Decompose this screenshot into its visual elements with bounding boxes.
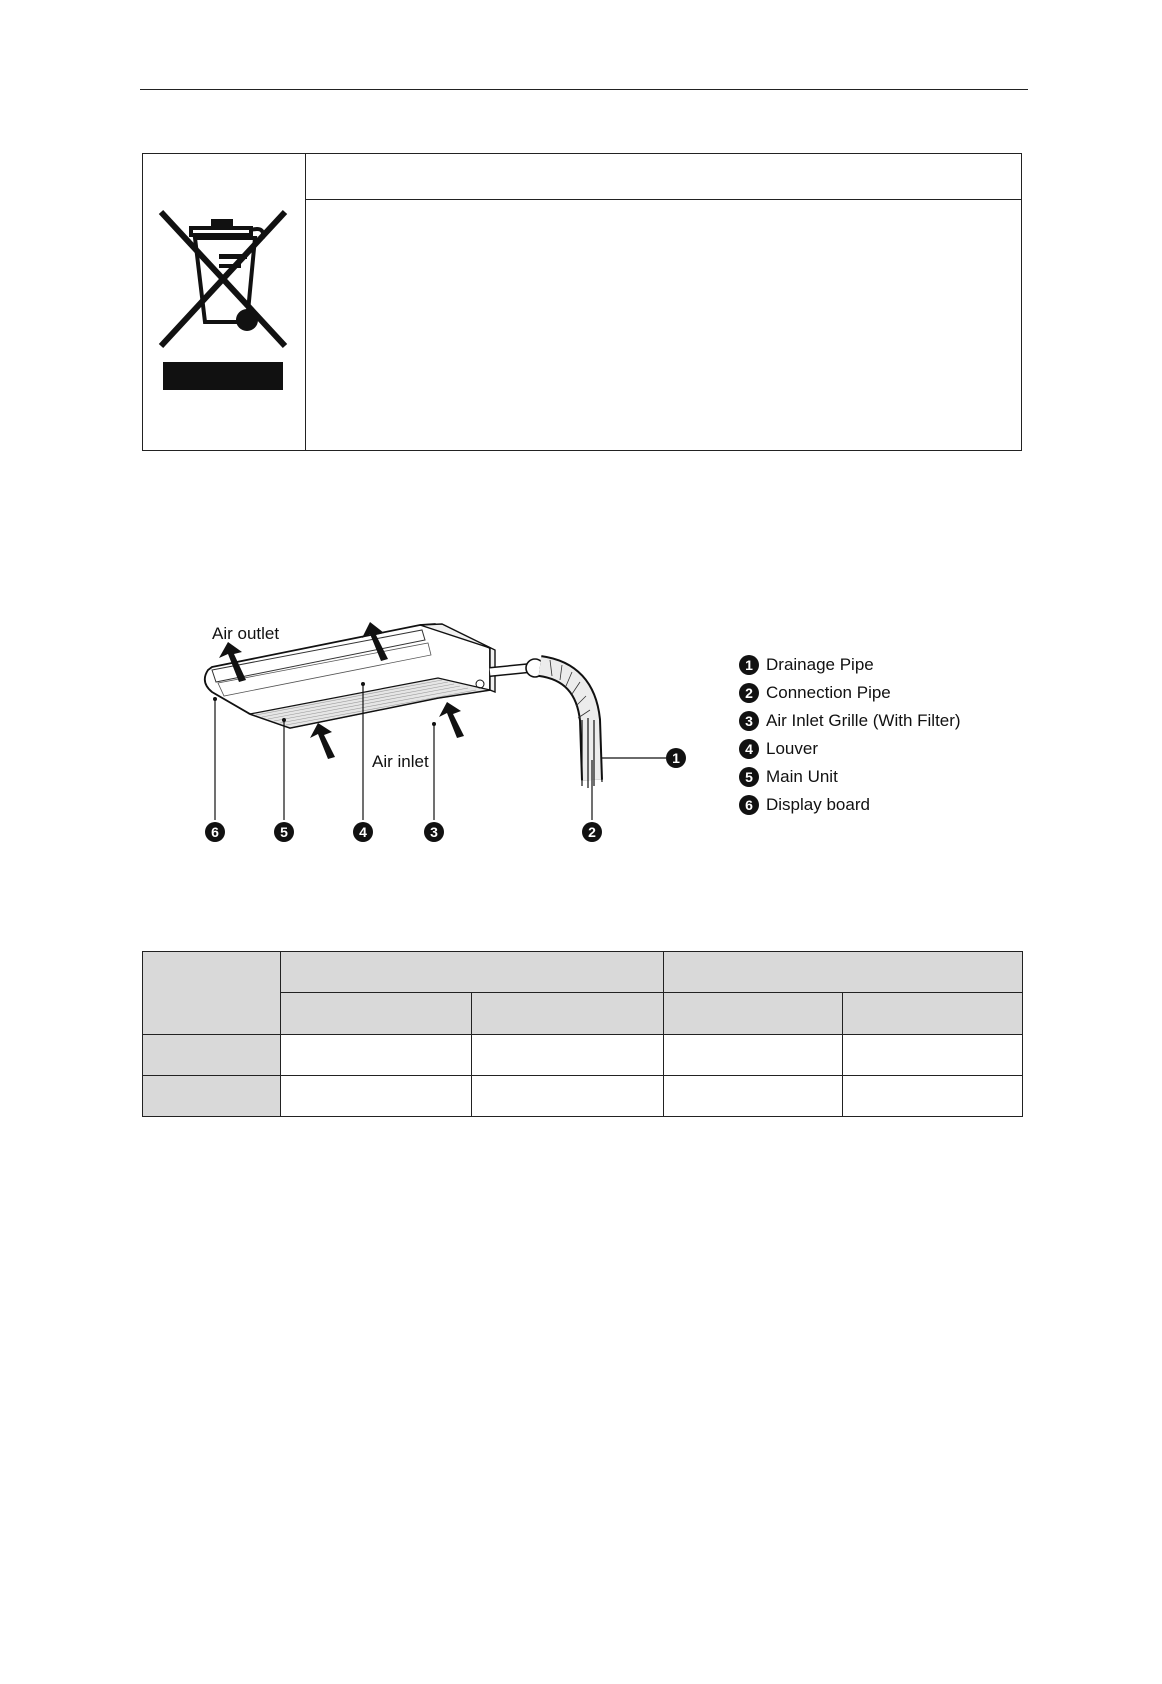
callout-6: 6	[205, 822, 225, 842]
legend-item	[739, 707, 961, 735]
weee-body-cell	[306, 200, 1021, 450]
legend-number: 6	[739, 795, 759, 815]
table-subheader	[664, 993, 843, 1035]
table-corner-cell	[143, 952, 281, 1035]
legend-number: 2	[739, 683, 759, 703]
table-group-header	[664, 952, 1023, 993]
legend-label: Connection Pipe	[766, 683, 891, 702]
callout-5: 5	[274, 822, 294, 842]
legend-label: Air Inlet Grille (With Filter)	[766, 711, 961, 730]
callout-1: 1	[666, 748, 686, 768]
legend-item	[739, 791, 961, 819]
legend-number: 5	[739, 767, 759, 787]
table-cell	[843, 1076, 1023, 1117]
table-cell	[472, 1035, 664, 1076]
table-cell	[843, 1035, 1023, 1076]
legend-item	[739, 735, 961, 763]
weee-header-cell	[306, 154, 1021, 200]
weee-icon-cell	[143, 154, 306, 450]
weee-notice-box	[142, 153, 1022, 451]
legend-label: Louver	[766, 739, 818, 758]
table-cell	[664, 1035, 843, 1076]
table-row-label	[143, 1035, 281, 1076]
indoor-unit-illustration	[190, 610, 730, 850]
legend-number: 3	[739, 711, 759, 731]
crossed-out-wheelie-bin-icon	[153, 204, 293, 394]
header-rule	[140, 89, 1028, 90]
spec-table	[142, 951, 1023, 1117]
table-subheader	[281, 993, 472, 1035]
legend-label: Display board	[766, 795, 870, 814]
legend-item	[739, 679, 961, 707]
table-cell	[281, 1035, 472, 1076]
table-cell	[281, 1076, 472, 1117]
table-row-label	[143, 1076, 281, 1117]
table-row	[143, 1035, 1023, 1076]
table-subheader	[843, 993, 1023, 1035]
callout-2: 2	[582, 822, 602, 842]
legend-label: Drainage Pipe	[766, 655, 874, 674]
legend-number: 1	[739, 655, 759, 675]
legend-label: Main Unit	[766, 767, 838, 786]
table-cell	[664, 1076, 843, 1117]
table-row	[143, 1076, 1023, 1117]
table-group-header	[281, 952, 664, 993]
table-subheader	[472, 993, 664, 1035]
legend-item	[739, 651, 961, 679]
callout-4: 4	[353, 822, 373, 842]
legend-item	[739, 763, 961, 791]
air-inlet-label: Air inlet	[372, 752, 429, 771]
parts-legend	[739, 651, 961, 819]
legend-number: 4	[739, 739, 759, 759]
table-cell	[472, 1076, 664, 1117]
callout-3: 3	[424, 822, 444, 842]
air-outlet-label: Air outlet	[212, 624, 280, 643]
